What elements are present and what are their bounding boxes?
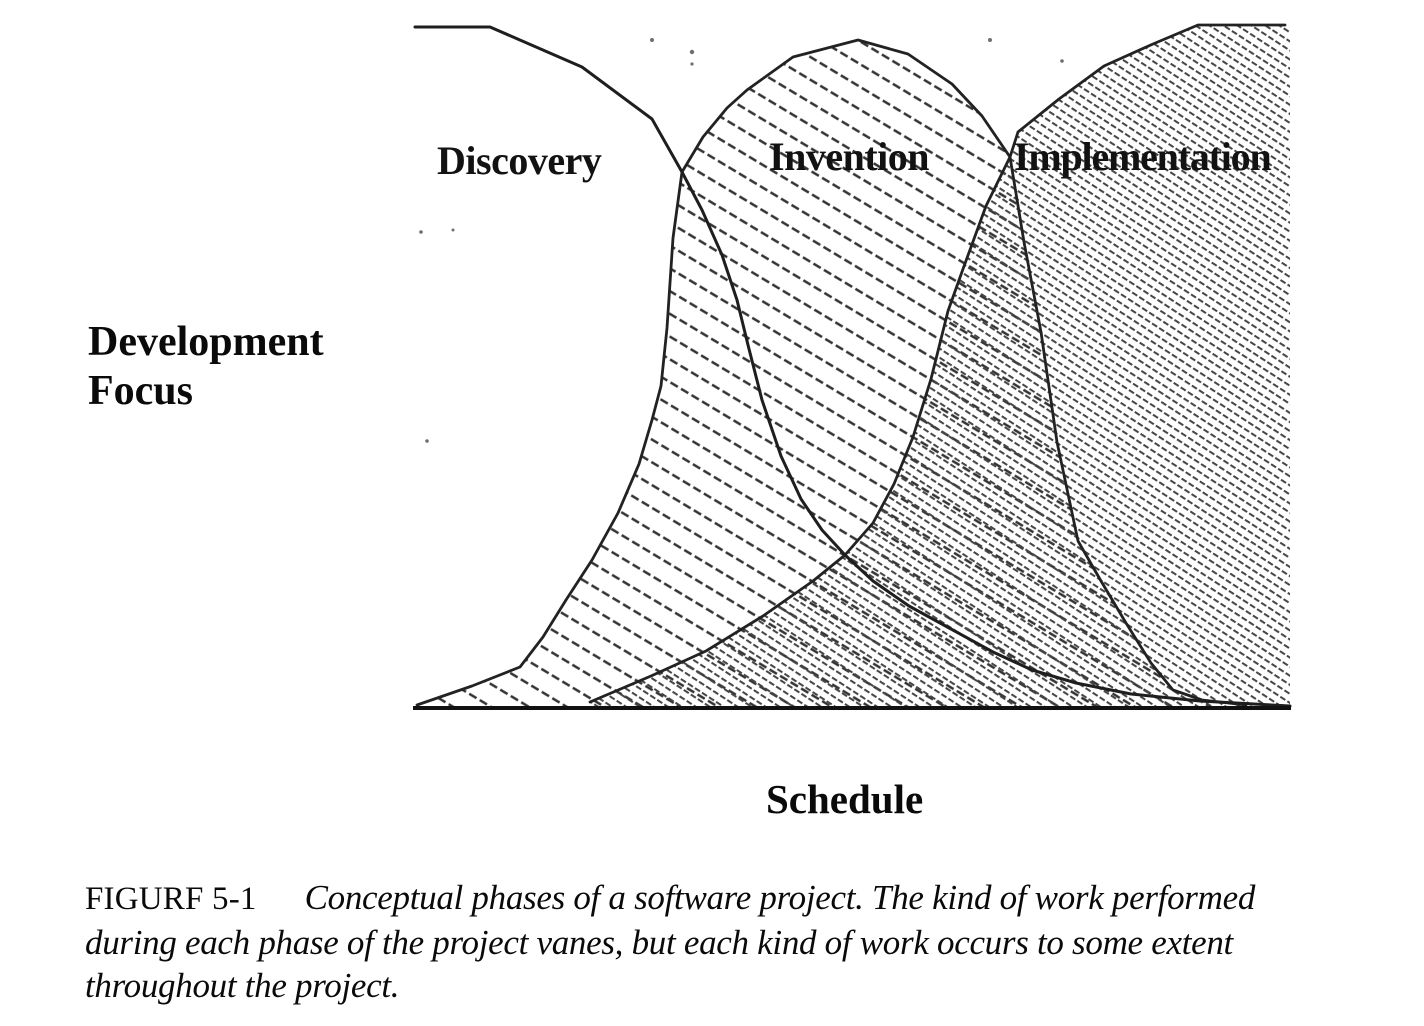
figure-caption — [85, 876, 1385, 1007]
caption-text-1: Conceptual phases of a software project. The kind of work performed — [304, 878, 1256, 917]
region-label-invention: Invention — [769, 134, 929, 179]
y-axis-label — [88, 318, 324, 416]
caption-line-3: throughout the project. — [85, 966, 400, 1005]
y-axis-label-line2: Focus — [88, 368, 193, 414]
caption-line-1 — [85, 876, 1385, 921]
figure-number-label: FIGURF 5-1 — [85, 881, 257, 917]
x-axis-label: Schedule — [766, 776, 924, 822]
region-label-implementation: Implementation — [1014, 134, 1271, 179]
region-label-discovery: Discovery — [437, 138, 602, 183]
y-axis-label-line1: Development — [88, 319, 324, 365]
caption-line-2: during each phase of the project vanes, but each kind of work occurs to some extent — [85, 923, 1233, 962]
